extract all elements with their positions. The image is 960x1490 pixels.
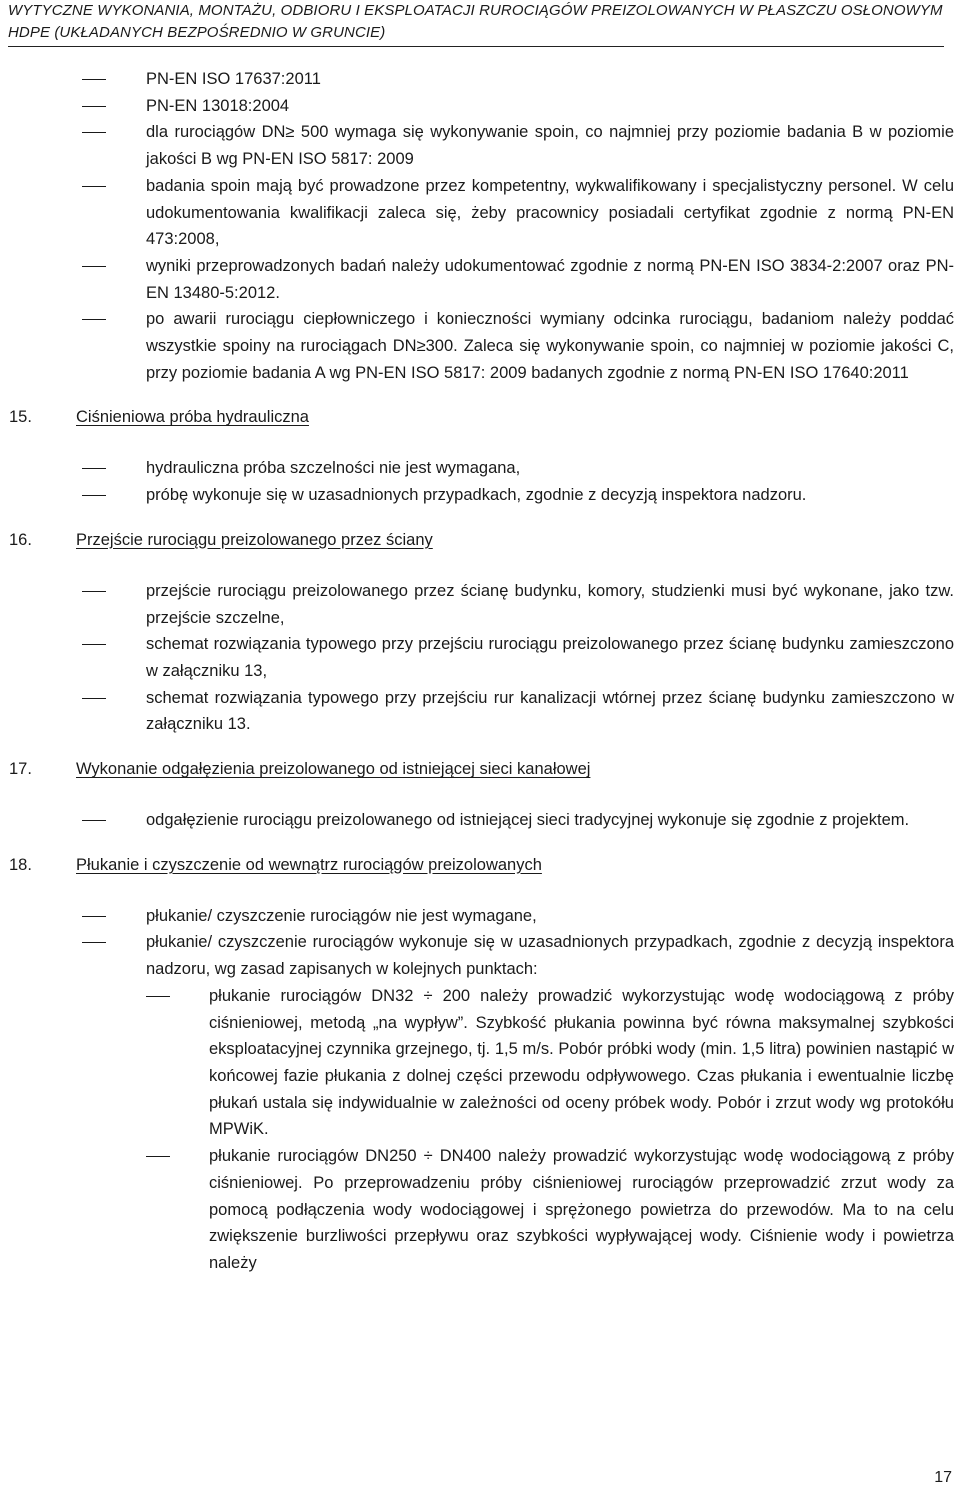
section-title: Przejście rurociągu preizolowanego przez ściany — [76, 530, 433, 549]
list-item — [0, 455, 960, 482]
list-item — [0, 93, 960, 120]
section-number: 15. — [9, 408, 32, 427]
list-item — [0, 66, 960, 93]
list-item-text: przejście rurociągu preizolowanego przez ścianę budynku, komory, studzienki musi być wykonane, jako tzw. przejście szczelne, — [146, 581, 954, 627]
section-16-list — [0, 578, 960, 738]
section-number: 16. — [9, 530, 32, 549]
list-item-text: wyniki przeprowadzonych badań należy udokumentować zgodnie z normą PN-EN ISO 3834-2:2007 oraz PN-EN 13480-5:2012. — [146, 256, 954, 302]
dash-bullet — [82, 186, 106, 187]
section-number: 17. — [9, 760, 32, 779]
section-15-list — [0, 455, 960, 508]
sub-list-item — [0, 1143, 960, 1277]
intro-list — [0, 66, 960, 386]
list-item-text: płukanie/ czyszczenie rurociągów wykonuje się w uzasadnionych przypadkach, zgodnie z decyzją inspektora nadzoru, wg zasad zapisanych w kolejnych punktach: — [146, 933, 954, 979]
section-title: Ciśnieniowa próba hydrauliczna — [76, 408, 309, 427]
dash-bullet — [82, 79, 106, 80]
list-item-text: badania spoin mają być prowadzone przez kompetentny, wykwalifikowany i specjalistyczny personel. W celu udokumentowania kwalifikacji zaleca się, żeby pracownicy posiadali certyfikat zgodnie z normą PN-EN 473:2008, — [146, 176, 954, 249]
section-heading-18 — [0, 852, 960, 879]
dash-bullet — [82, 644, 106, 645]
dash-bullet — [82, 698, 106, 699]
section-17-list — [0, 807, 960, 834]
section-heading-16 — [0, 527, 960, 554]
list-item-text: po awarii rurociągu ciepłowniczego i konieczności wymiany odcinka rurociągu, badaniom należy poddać wszystkie spoiny na rurociągach DN≥300. Zaleca się wykonywanie spoin, co najmniej w poziomie jakości C, przy poziomie badania A wg PN-EN ISO 5817: 2009 badanych zgodnie z normą PN-EN ISO 17640:2011 — [146, 310, 954, 382]
list-item-text: płukanie/ czyszczenie rurociągów nie jest wymagane, — [146, 906, 537, 925]
dash-bullet — [146, 1156, 170, 1157]
header-line-2: HDPE (UKŁADANYCH BEZPOŚREDNIO W GRUNCIE) — [8, 24, 386, 41]
header-rule — [8, 46, 944, 47]
dash-bullet — [82, 495, 106, 496]
page-content — [0, 66, 960, 1277]
list-item-text: PN-EN ISO 17637:2011 — [146, 70, 321, 88]
list-item — [0, 306, 960, 386]
list-item — [0, 119, 960, 172]
dash-bullet — [82, 591, 106, 592]
page-number: 17 — [934, 1469, 952, 1486]
list-item — [0, 929, 960, 982]
dash-bullet — [82, 468, 106, 469]
dash-bullet — [82, 132, 106, 133]
list-item — [0, 173, 960, 253]
list-item — [0, 903, 960, 930]
section-title: Płukanie i czyszczenie od wewnątrz rurociągów preizolowanych — [76, 855, 542, 874]
list-item-text: płukanie rurociągów DN250 ÷ DN400 należy prowadzić wykorzystując wodę wodociągową z próby ciśnieniowej. Po przeprowadzeniu próby ciśnieniowej rurociągów przeprowadzić zrzut wody za pomocą podłączenia wody wodociągowej i sprężonego powietrza do przewodów. Ma to na celu zwiększenie burzliwości przepływu oraz szybkości wypływającej wody. Ciśnienie wody i powietrza należy — [209, 1147, 954, 1272]
section-number: 18. — [9, 855, 32, 874]
section-18-sublist — [0, 983, 960, 1277]
dash-bullet — [82, 319, 106, 320]
section-heading-17 — [0, 756, 960, 783]
list-item — [0, 807, 960, 834]
page-header — [8, 0, 952, 47]
list-item — [0, 253, 960, 306]
list-item-text: PN-EN 13018:2004 — [146, 96, 290, 115]
list-item — [0, 482, 960, 509]
list-item-text: próbę wykonuje się w uzasadnionych przypadkach, zgodnie z decyzją inspektora nadzoru. — [146, 486, 807, 505]
list-item-text: schemat rozwiązania typowego przy przejściu rurociągu preizolowanego przez ścianę budynku zamieszczono w załączniku 13, — [146, 635, 954, 680]
dash-bullet — [82, 820, 106, 821]
list-item — [0, 685, 960, 738]
dash-bullet — [82, 266, 106, 267]
sub-list-item — [0, 983, 960, 1143]
dash-bullet — [146, 996, 170, 997]
list-item-text: hydrauliczna próba szczelności nie jest wymagana, — [146, 459, 521, 478]
list-item-text: dla rurociągów DN≥ 500 wymaga się wykonywanie spoin, co najmniej przy poziomie badania B w poziomie jakości B wg PN-EN ISO 5817: 2009 — [146, 123, 954, 169]
section-18-list — [0, 903, 960, 983]
header-line-1: WYTYCZNE WYKONANIA, MONTAŻU, ODBIORU I EKSPLOATACJI RUROCIĄGÓW PREIZOLOWANYCH W PŁASZCZU OSŁONOWYM — [8, 2, 943, 19]
list-item — [0, 578, 960, 631]
list-item — [0, 631, 960, 684]
list-item-text: odgałęzienie rurociągu preizolowanego od istniejącej sieci tradycyjnej wykonuje się zgodnie z projektem. — [146, 811, 910, 830]
dash-bullet — [82, 942, 106, 943]
section-title: Wykonanie odgałęzienia preizolowanego od istniejącej sieci kanałowej — [76, 760, 591, 779]
section-heading-15 — [0, 404, 960, 431]
dash-bullet — [82, 916, 106, 917]
list-item-text: schemat rozwiązania typowego przy przejściu rur kanalizacji wtórnej przez ścianę budynku zamieszczono w załączniku 13. — [146, 688, 954, 734]
dash-bullet — [82, 106, 106, 107]
list-item-text: płukanie rurociągów DN32 ÷ 200 należy prowadzić wykorzystując wodę wodociągową z próby ciśnieniowej, metodą „na wypływ”. Szybkość płukania powinna być równa maksymalnej szybkości eksploatacyjnej czynnika grzejnego, tj. 1,5 m/s. Pobór próbki wody (min. 1,5 litra) powinien nastąpić w końcowej fazie płukania z dolnej części przewodu odpływowego. Czas płukania i ewentualnie liczbę płukań ustala się indywidualnie w zależności od oceny próbek wody. Pobór i zrzut wody wg protokółu MPWiK. — [209, 986, 954, 1139]
